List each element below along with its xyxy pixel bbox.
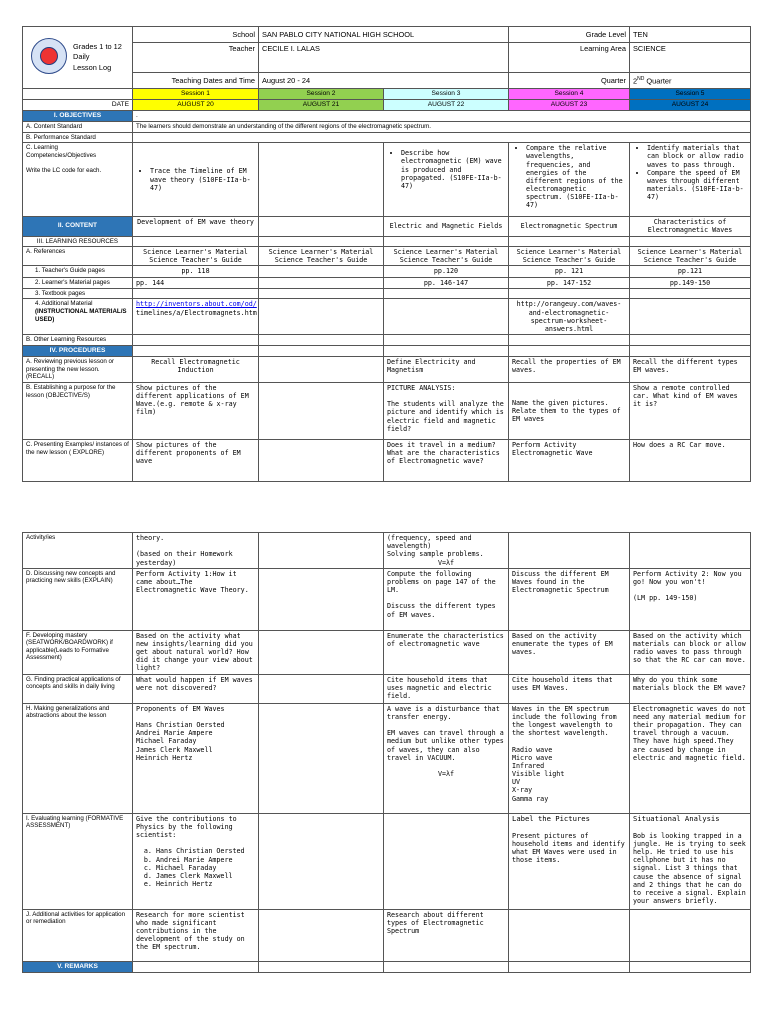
- procedure-h-session-1: Proponents of EM Waves Hans Christian Oersted Andrei Marie Ampere Michael Faraday James Clerk Maxwell Heinrich Hertz: [133, 703, 259, 813]
- procedure-a-label: A. Reviewing previous lesson or presenting the new lesson. (RECALL): [23, 356, 133, 382]
- procedure-g-session-4: Cite household items that uses EM Waves.: [509, 674, 630, 703]
- procedure-a-session-1: Recall Electromagnetic Induction: [133, 356, 259, 382]
- procedure-i-session-4: Label the Pictures Present pictures of household items and identify what EM Waves were used in those items.: [509, 813, 630, 909]
- content-standard-label: A. Content Standard: [23, 122, 133, 133]
- procedure-g-session-3: Cite household items that uses magnetic and electric field.: [384, 674, 509, 703]
- session-2-references: Science Learner's Material Science Teacher's Guide: [259, 247, 384, 266]
- session-5-objective: • Identify materials that can block or allow radio waves to pass through. • Compare the speed of EM waves through different materials. (S10FE-IIa-b-47): [630, 143, 751, 217]
- session-3-tg-pages: pp.120: [384, 266, 509, 277]
- header-spacer: [23, 89, 133, 100]
- session-2-header: Session 2: [259, 89, 384, 100]
- learning-competencies-label: C. Learning Competencies/Objectives Write the LC code for each.: [23, 143, 133, 217]
- session-3-date: AUGUST 22: [384, 100, 509, 111]
- session-4-content: Electromagnetic Spectrum: [509, 217, 630, 236]
- procedure-c-session-4: Perform Activity Electromagnetic Wave: [509, 439, 630, 481]
- session-1-content: Development of EM wave theory: [133, 217, 259, 236]
- procedure-f-session-1: Based on the activity what new insights/learning did you get about natural world? How did it change your view about light?: [133, 630, 259, 674]
- procedure-i-session-5: Situational Analysis Bob is looking trapped in a jungle. He is trying to seek help. He tried to use his cellphone but it has no signal. List 3 things that cause the absence of signal and 2 things that he can do to receive a signal. Explain your answers briefly.: [630, 813, 751, 909]
- session-1-additional-material: http://inventors.about.com/od/ timelines/a/Electromagnets.htm: [133, 299, 259, 335]
- procedure-d-session-3: Compute the following problems on page 147 of the LM. Discuss the different types of EM waves.: [384, 568, 509, 630]
- date-label: DATE: [23, 100, 133, 111]
- session-5-lm-pages: pp.149-150: [630, 277, 751, 288]
- session-4-tg-pages: pp. 121: [509, 266, 630, 277]
- procedure-g-session-1: What would happen if EM waves were not discovered?: [133, 674, 259, 703]
- procedure-i-label: I. Evaluating learning (FORMATIVE ASSESSMENT): [23, 813, 133, 909]
- header-logo-cell: [23, 27, 133, 89]
- teacher-label: Teacher: [133, 43, 259, 73]
- session-2-date: AUGUST 21: [259, 100, 384, 111]
- objectives-section-header: I. OBJECTIVES: [23, 111, 133, 122]
- procedure-a-session-4: Recall the properties of EM waves.: [509, 356, 630, 382]
- textbook-pages-label: 3. Textbook pages: [23, 288, 133, 299]
- session-4-objective: • Compare the relative wavelengths, frequencies, and energies of the different regions of the electromagnetic spectrum. (S10FE-IIa-b-47): [509, 143, 630, 217]
- teachers-guide-label: 1. Teacher's Guide pages: [23, 266, 133, 277]
- procedure-b-session-5: Show a remote controlled car. What kind of EM waves it is?: [630, 382, 751, 439]
- session-2-objective: [259, 143, 384, 217]
- quarter-label: Quarter: [509, 73, 630, 89]
- learning-area-value: SCIENCE: [630, 43, 751, 73]
- teacher-value: CECILE I. LALAS: [259, 43, 509, 73]
- quarter-value: 2ND Quarter: [630, 73, 751, 89]
- session-5-date: AUGUST 24: [630, 100, 751, 111]
- session-1-lm-pages: pp. 144: [133, 277, 259, 288]
- form-title: Grades 1 to 12 Daily Lesson Log: [73, 41, 122, 72]
- session-2-lm-pages: [259, 277, 384, 288]
- session-5-content: Characteristics of Electromagnetic Waves: [630, 217, 751, 236]
- procedure-d-session-1: Perform Activity 1:How it came about…The Electromagnetic Wave Theory.: [133, 568, 259, 630]
- procedure-h-label: H. Making generalizations and abstractions about the lesson: [23, 703, 133, 813]
- procedure-c-session-1: Show pictures of the different proponents of EM wave: [133, 439, 259, 481]
- session-5-tg-pages: pp.121: [630, 266, 751, 277]
- session-3-header: Session 3: [384, 89, 509, 100]
- learning-area-label: Learning Area: [509, 43, 630, 73]
- content-standard-value: The learners should demonstrate an understanding of the different regions of the electromagnetic spectrum.: [133, 122, 751, 133]
- session-2-content: [259, 217, 384, 236]
- teaching-dates-label: Teaching Dates and Time: [133, 73, 259, 89]
- session-1-date: AUGUST 20: [133, 100, 259, 111]
- session-1-objective: • Trace the Timeline of EM wave theory (S10FE-IIa-b-47): [133, 143, 259, 217]
- activities-label: Activity/ies: [23, 533, 133, 569]
- procedure-c-session-5: How does a RC Car move.: [630, 439, 751, 481]
- procedure-c-session-3: Does it travel in a medium? What are the characteristics of Electromagnetic wave?: [384, 439, 509, 481]
- lesson-log-table-bottom: [22, 532, 751, 973]
- procedure-d-label: D. Discussing new concepts and practicing new skills (EXPLAIN): [23, 568, 133, 630]
- references-label: A. References: [23, 247, 133, 266]
- procedure-b-session-3: PICTURE ANALYSIS: The students will analyze the picture and identify which is electric field and magnetic field?: [384, 382, 509, 439]
- procedure-f-session-3: Enumerate the characteristics of electromagnetic wave: [384, 630, 509, 674]
- session-4-lm-pages: pp. 147-152: [509, 277, 630, 288]
- school-value: SAN PABLO CITY NATIONAL HIGH SCHOOL: [259, 27, 509, 43]
- session-3-content: Electric and Magnetic Fields: [384, 217, 509, 236]
- session-5-references: Science Learner's Material Science Teacher's Guide: [630, 247, 751, 266]
- teaching-dates-value: August 20 - 24: [259, 73, 509, 89]
- procedure-i-session-1: Give the contributions to Physics by the following scientist: a. Hans Christian Oersted b. Andrei Marie Ampere c. Michael Faraday d. James Clerk Maxwell e. Heinrich Hertz: [133, 813, 259, 909]
- grade-level-value: TEN: [630, 27, 751, 43]
- deped-seal-icon: [31, 38, 67, 74]
- procedure-c-label: C. Presenting Examples/ instances of the new lesson ( EXPLORE): [23, 439, 133, 481]
- additional-material-link[interactable]: http://inventors.about.com/od/: [136, 300, 257, 309]
- learning-resources-header: III. LEARNING RESOURCES: [23, 236, 133, 247]
- procedure-j-label: J. Additional activities for application or remediation: [23, 909, 133, 961]
- procedure-b-session-4: Name the given pictures. Relate them to the types of EM waves: [509, 382, 630, 439]
- session-4-date: AUGUST 23: [509, 100, 630, 111]
- learners-material-label: 2. Learner's Material pages: [23, 277, 133, 288]
- objectives-dot: .: [133, 111, 751, 122]
- procedure-h-session-5: Electromagnetic waves do not need any material medium for their propagation. They can travel through a vacuum. They have high speed.They are caused by change in electric and magnetic field.: [630, 703, 751, 813]
- procedure-h-session-4: Waves in the EM spectrum include the following from the longest wavelength to the shortest wavelength. Radio wave Micro wave Infrared Visible light UV X-ray Gamma ray: [509, 703, 630, 813]
- procedure-d-session-4: Discuss the different EM Waves found in the Electromagnetic Spectrum: [509, 568, 630, 630]
- session-3-references: Science Learner's Material Science Teacher's Guide: [384, 247, 509, 266]
- procedure-f-label: F. Developing mastery (SEATWORK/BOARDWORK) if applicable(Leads to Formative Assessment): [23, 630, 133, 674]
- session-4-additional-material: http://orangeuy.com/waves-and-electromagnetic-spectrum-worksheet-answers.html: [509, 299, 630, 335]
- session-1-references: Science Learner's Material Science Teacher's Guide: [133, 247, 259, 266]
- content-section-header: II. CONTENT: [23, 217, 133, 236]
- procedure-g-label: G. Finding practical applications of concepts and skills in daily living: [23, 674, 133, 703]
- procedures-section-header: IV. PROCEDURES: [23, 345, 133, 356]
- procedure-a-session-5: Recall the different types EM waves.: [630, 356, 751, 382]
- session-4-header: Session 4: [509, 89, 630, 100]
- session-3-lm-pages: pp. 146-147: [384, 277, 509, 288]
- procedure-f-session-5: Based on the activity which materials can block or allow radio waves to pass through so that the RC car can move.: [630, 630, 751, 674]
- remarks-section-header: V. REMARKS: [23, 961, 133, 972]
- procedure-a-session-3: Define Electricity and Magnetism: [384, 356, 509, 382]
- session-1-header: Session 1: [133, 89, 259, 100]
- school-label: School: [133, 27, 259, 43]
- procedure-g-session-5: Why do you think some materials block the EM wave?: [630, 674, 751, 703]
- lesson-log-table-top: [22, 26, 751, 482]
- activities-session-3: (frequency, speed and wavelength) Solving sample problems. V=λf: [384, 533, 509, 569]
- session-2-tg-pages: [259, 266, 384, 277]
- activities-session-1: theory. (based on their Homework yesterday): [133, 533, 259, 569]
- additional-material-label: 4. Additional Material (INSTRUCTIONAL MATERIAL/S USED): [23, 299, 133, 335]
- session-1-tg-pages: pp. 118: [133, 266, 259, 277]
- procedure-h-session-3: A wave is a disturbance that transfer energy. EM waves can travel through a medium but unlike other types of waves, they can also travel in VACUUM. V=λf: [384, 703, 509, 813]
- session-3-objective: • Describe how electromagnetic (EM) wave is produced and propagated. (S10FE-IIa-b-47): [384, 143, 509, 217]
- performance-standard-label: B. Performance Standard: [23, 132, 133, 143]
- session-5-header: Session 5: [630, 89, 751, 100]
- other-resources-label: B. Other Learning Resources: [23, 335, 133, 346]
- procedure-d-session-5: Perform Activity 2: Now you go! Now you won't! (LM pp. 149-150): [630, 568, 751, 630]
- procedure-f-session-4: Based on the activity enumerate the types of EM waves.: [509, 630, 630, 674]
- procedure-b-label: B. Establishing a purpose for the lesson (OBJECTIVE/S): [23, 382, 133, 439]
- procedure-j-session-3: Research about different types of Electromagnetic Spectrum: [384, 909, 509, 961]
- grade-level-label: Grade Level: [509, 27, 630, 43]
- procedure-b-session-1: Show pictures of the different applications of EM Wave.(e.g. remote & x-ray film): [133, 382, 259, 439]
- performance-standard-value: [133, 132, 751, 143]
- session-4-references: Science Learner's Material Science Teacher's Guide: [509, 247, 630, 266]
- procedure-j-session-1: Research for more scientist who made significant contributions in the development of the study on the EM spectrum.: [133, 909, 259, 961]
